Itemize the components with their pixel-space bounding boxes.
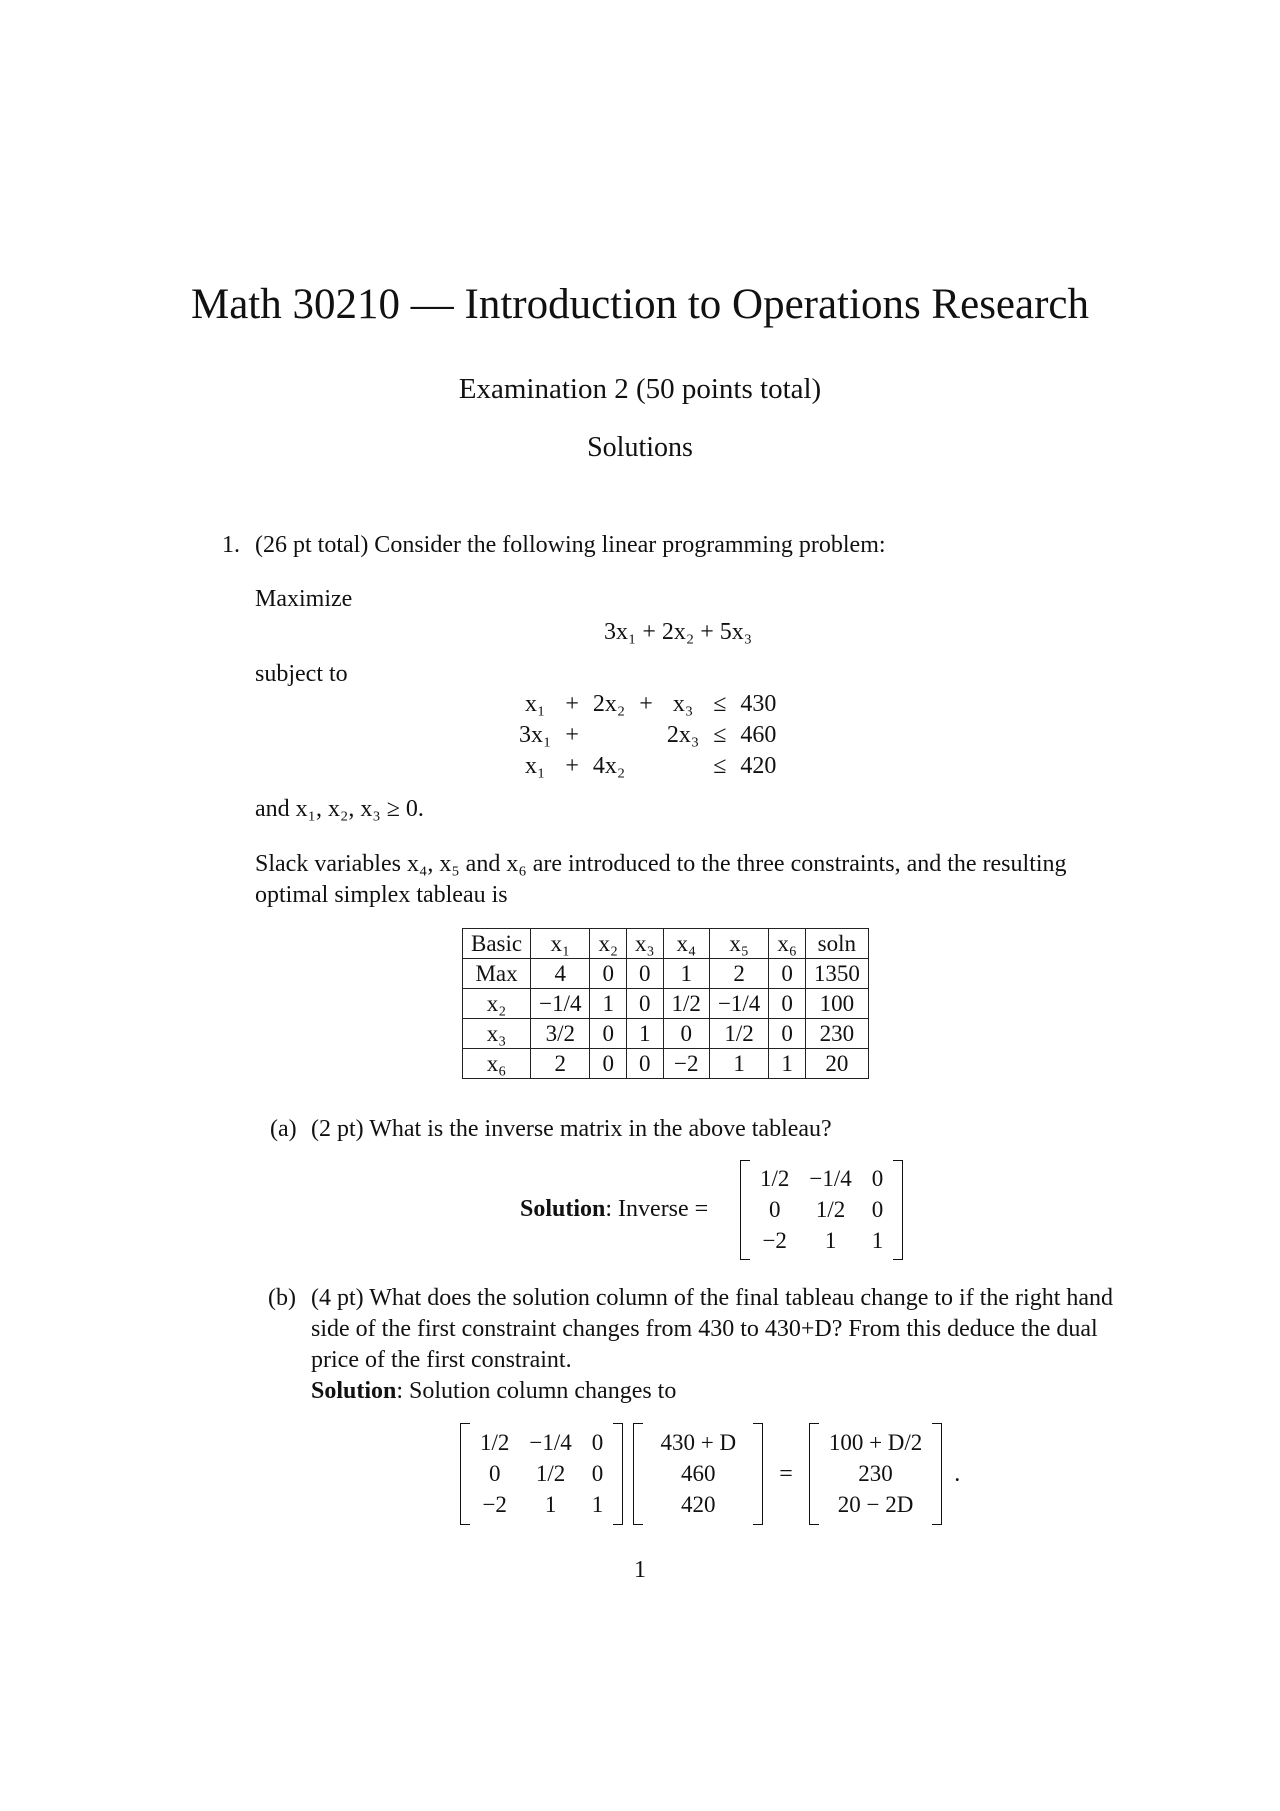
solution-inverse-text: : Inverse = <box>605 1196 709 1222</box>
constraint-cell: 3x₁ <box>519 722 552 748</box>
constraint-cell <box>632 751 660 782</box>
vector-row <box>819 1459 932 1490</box>
constraint-cell: 460 <box>740 722 777 748</box>
equals-sign: = <box>779 1460 793 1487</box>
tableau-cell: −2 <box>663 1049 709 1079</box>
tableau-cell: 0 <box>627 959 664 989</box>
matrix-cell: −1/4 <box>529 1430 572 1455</box>
matrix-cell: 1/2 <box>760 1166 790 1191</box>
constraint-cell: ≤ <box>713 753 727 779</box>
constraint-cell: 2x₃ <box>666 722 700 748</box>
tableau-cell: 20 <box>805 1049 868 1079</box>
matrix-cell: 1 <box>591 1492 604 1517</box>
constraint-cell: 2x₂ <box>592 691 626 717</box>
objective-function: 3x₁ + 2x₂ + 5x₃ <box>604 619 753 645</box>
rhs-vector <box>633 1423 763 1525</box>
constraint-cell: 430 <box>740 691 777 717</box>
tableau-row <box>463 989 869 1019</box>
matrix-cell: −1/4 <box>809 1166 852 1191</box>
tableau-header-cell: x₄ <box>663 929 709 959</box>
matrix-cell: 1/2 <box>815 1197 846 1222</box>
tableau-cell: 1/2 <box>709 1019 768 1049</box>
part-a-solution <box>520 1194 708 1225</box>
tableau-cell: x₃ <box>463 1019 531 1049</box>
matrix-cell: 1 <box>544 1492 557 1517</box>
subject-to-label: subject to <box>255 661 348 687</box>
constraint-cell: x₁ <box>525 691 546 717</box>
tableau-header-cell: x₆ <box>769 929 806 959</box>
vector-row <box>819 1428 932 1459</box>
part-a-question: (2 pt) What is the inverse matrix in the above tableau? <box>311 1116 832 1142</box>
simplex-tableau <box>462 928 869 1079</box>
tableau-cell: 0 <box>627 989 664 1019</box>
matrix-cell: 0 <box>591 1430 604 1455</box>
tableau-row <box>463 959 869 989</box>
vector-row <box>643 1428 753 1459</box>
maximize-label: Maximize <box>255 586 353 612</box>
matrix-cell: 0 <box>768 1197 781 1222</box>
tableau-cell: 1350 <box>805 959 868 989</box>
part-a-label: (a) <box>270 1116 297 1142</box>
vector-cell: 230 <box>858 1461 893 1486</box>
tableau-cell: x₆ <box>463 1049 531 1079</box>
matrix-row <box>470 1428 613 1459</box>
constraint-cell: + <box>565 753 579 779</box>
vector-row <box>643 1459 753 1490</box>
constraint-cell <box>586 720 632 751</box>
matrix-row <box>750 1164 893 1195</box>
tableau-cell: 1 <box>769 1049 806 1079</box>
matrix-row <box>470 1490 613 1521</box>
matrix-cell: 0 <box>591 1461 604 1486</box>
nonnegativity: and x₁, x₂, x₃ ≥ 0. <box>255 796 424 822</box>
constraints-table <box>512 689 783 782</box>
matrix-row <box>750 1195 893 1226</box>
constraint-row <box>512 720 783 751</box>
tableau-cell: 100 <box>805 989 868 1019</box>
matrix-cell: 0 <box>871 1197 884 1222</box>
matrix-cell: −2 <box>482 1492 507 1517</box>
matrix-cell: 1/2 <box>535 1461 566 1486</box>
part-b-label: (b) <box>268 1285 296 1311</box>
tableau-cell: x₂ <box>463 989 531 1019</box>
tableau-cell: 4 <box>531 959 590 989</box>
part-b-solution <box>311 1376 676 1407</box>
constraint-row <box>512 689 783 720</box>
tableau-cell: 0 <box>769 959 806 989</box>
constraint-cell: + <box>639 691 653 717</box>
solutions-heading: Solutions <box>587 432 693 463</box>
matrix-cell: 1/2 <box>480 1430 510 1455</box>
constraint-cell: x₃ <box>672 691 694 717</box>
constraint-cell: 420 <box>740 753 777 779</box>
part-b-question: (4 pt) What does the solution column of the final tableau change to if the right hand side of the first constraint changes from 430 to 430+D? From this deduce the dual price of the first constraint. <box>311 1285 1114 1373</box>
tableau-cell: 0 <box>769 1019 806 1049</box>
vector-row <box>643 1490 753 1521</box>
result-vector <box>809 1423 942 1525</box>
constraint-cell: ≤ <box>713 691 727 717</box>
problem-number: 1. <box>222 532 240 558</box>
vector-row <box>819 1490 932 1521</box>
tableau-cell: 2 <box>709 959 768 989</box>
constraint-cell: 4x₂ <box>592 753 626 779</box>
tableau-cell: 230 <box>805 1019 868 1049</box>
tableau-header-cell: Basic <box>463 929 531 959</box>
tableau-cell: 1 <box>663 959 709 989</box>
constraint-cell <box>632 720 660 751</box>
page-number: 1 <box>634 1557 646 1583</box>
left-bracket <box>740 1160 750 1260</box>
constraint-cell: x₁ <box>525 753 546 779</box>
tableau-cell: 1 <box>627 1019 664 1049</box>
vector-cell: 20 − 2D <box>837 1492 914 1517</box>
tableau-cell: −1/4 <box>531 989 590 1019</box>
matrix-cell: 0 <box>488 1461 501 1486</box>
solution-column-text: : Solution column changes to <box>396 1378 677 1404</box>
inverse-matrix <box>740 1160 903 1260</box>
tableau-cell: Max <box>463 959 531 989</box>
constraint-cell: + <box>565 722 579 748</box>
matrix-row <box>470 1459 613 1490</box>
tableau-header-cell: x₅ <box>709 929 768 959</box>
tableau-cell: 0 <box>590 1019 627 1049</box>
right-bracket <box>893 1160 903 1260</box>
vector-cell: 420 <box>681 1492 716 1517</box>
tableau-cell: −1/4 <box>709 989 768 1019</box>
tableau-cell: 0 <box>663 1019 709 1049</box>
matrix-equation <box>460 1423 960 1525</box>
tableau-cell: 1 <box>590 989 627 1019</box>
b-inverse-matrix <box>460 1423 623 1525</box>
tableau-header-cell: x₂ <box>590 929 627 959</box>
document-title: Math 30210 — Introduction to Operations Research <box>190 281 1090 328</box>
slack-paragraph: Slack variables x₄, x₅ and x₆ are introduced to the three constraints, and the resulting optimal simplex tableau is <box>255 851 1067 908</box>
problem-intro: (26 pt total) Consider the following linear programming problem: <box>255 532 886 558</box>
exam-subtitle: Examination 2 (50 points total) <box>458 373 822 405</box>
tableau-cell: 0 <box>590 959 627 989</box>
tableau-header-cell: x₃ <box>627 929 664 959</box>
tableau-cell: 3/2 <box>531 1019 590 1049</box>
matrix-cell: 0 <box>871 1166 884 1191</box>
end-punctuation: . <box>954 1460 961 1487</box>
matrix-cell: 1 <box>824 1228 837 1253</box>
solution-label: Solution <box>311 1378 397 1404</box>
constraint-cell: + <box>565 691 579 717</box>
tableau-row <box>463 1049 869 1079</box>
tableau-header-cell: soln <box>805 929 868 959</box>
constraint-row <box>512 751 783 782</box>
matrix-cell: −2 <box>762 1228 787 1253</box>
vector-cell: 100 + D/2 <box>828 1430 923 1455</box>
tableau-row <box>463 1019 869 1049</box>
tableau-cell: 2 <box>531 1049 590 1079</box>
tableau-cell: 0 <box>627 1049 664 1079</box>
matrix-row <box>750 1226 893 1257</box>
tableau-cell: 0 <box>590 1049 627 1079</box>
vector-cell: 430 + D <box>660 1430 737 1455</box>
tableau-cell: 1/2 <box>663 989 709 1019</box>
vector-cell: 460 <box>681 1461 716 1486</box>
tableau-cell: 1 <box>709 1049 768 1079</box>
solution-label: Solution <box>520 1196 606 1222</box>
constraint-cell <box>660 751 706 782</box>
tableau-cell: 0 <box>769 989 806 1019</box>
tableau-header-cell: x₁ <box>531 929 590 959</box>
constraint-cell: ≤ <box>713 722 727 748</box>
matrix-cell: 1 <box>871 1228 884 1253</box>
